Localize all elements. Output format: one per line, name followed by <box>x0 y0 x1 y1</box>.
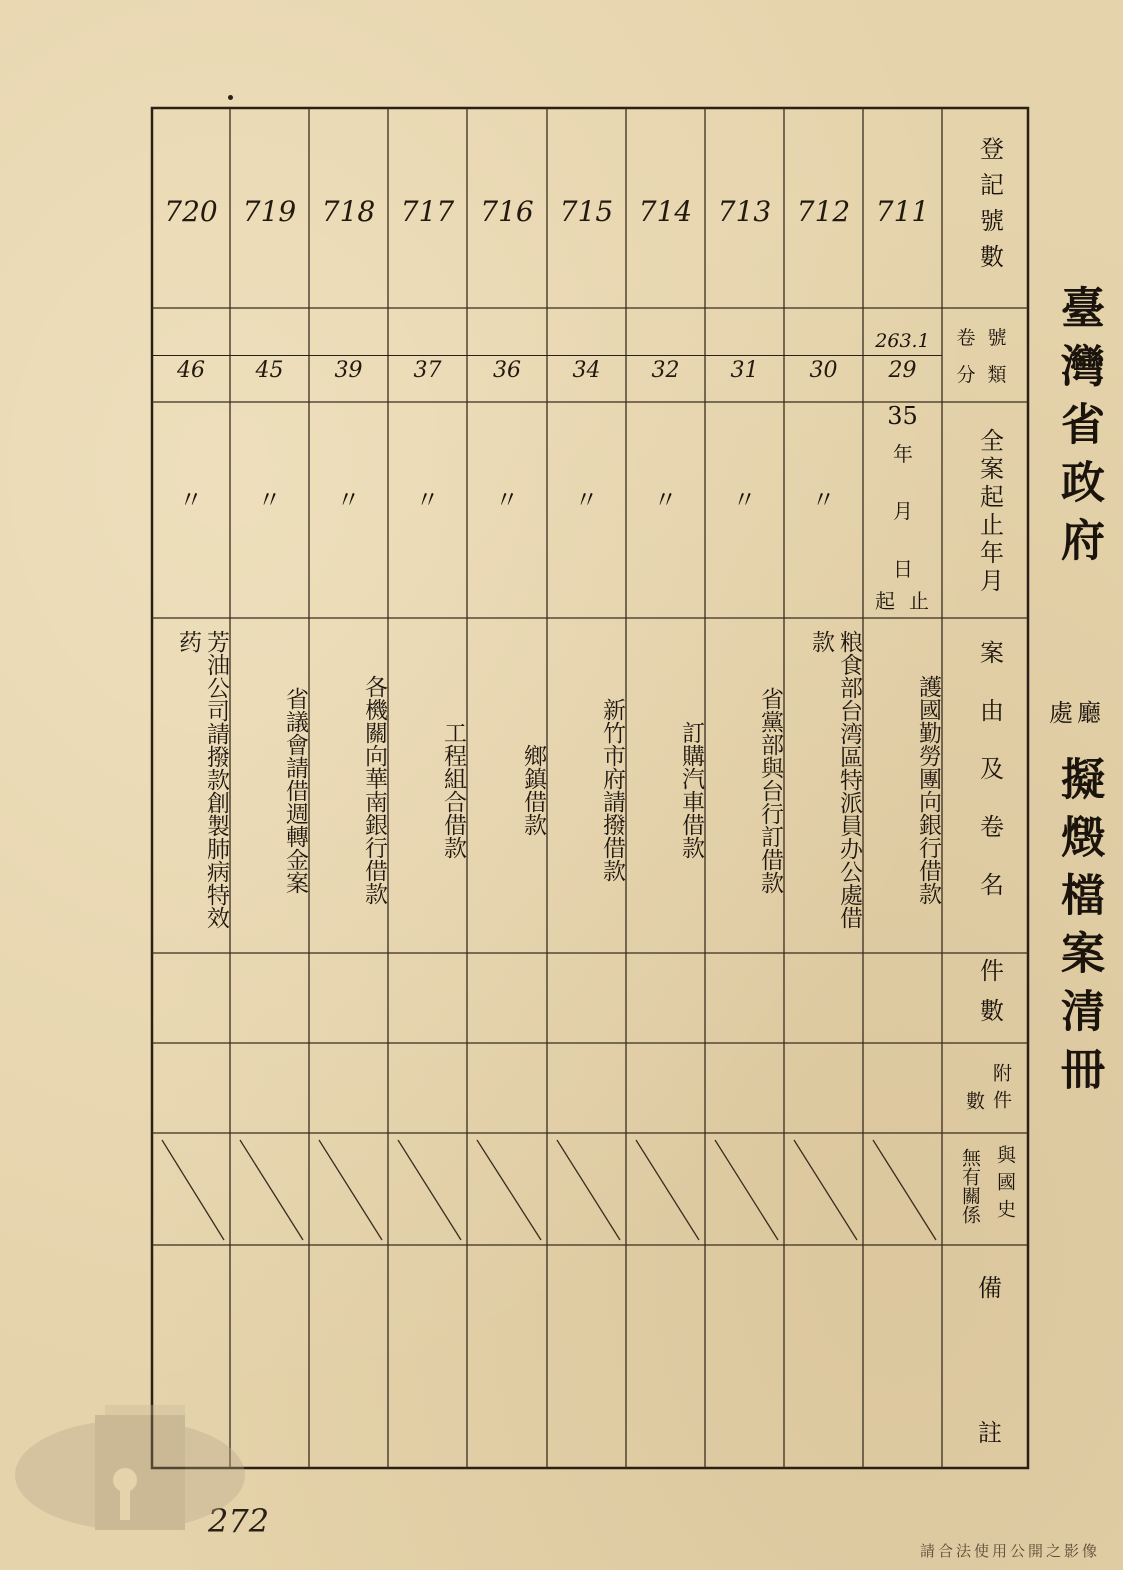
registration-number: 712 <box>796 195 851 228</box>
period-value: 〃 <box>415 486 440 514</box>
slash-mark <box>319 1140 382 1240</box>
slash-mark <box>162 1140 224 1240</box>
bureau-label: 廳 <box>1077 699 1101 727</box>
slash-mark <box>240 1140 303 1240</box>
case-title: 鄉鎮借款 <box>520 744 546 836</box>
slash-mark <box>715 1140 778 1240</box>
volume-number: 34 <box>547 355 626 383</box>
period-value: 〃 <box>574 486 599 514</box>
registration-number: 718 <box>321 195 376 228</box>
header-count: 件數 <box>975 958 1004 1038</box>
header-history-relation: 無有關係 <box>959 1147 981 1224</box>
registration-number: 720 <box>164 195 218 228</box>
case-title: 新竹市府請撥借款 <box>599 698 625 882</box>
volume-number: 32 <box>626 355 705 383</box>
header-attachments-count: 數 <box>963 1090 985 1110</box>
document-title: 臺灣省政府 <box>1053 285 1104 575</box>
volume-number: 45 <box>230 355 309 383</box>
header-history <box>952 1138 1024 1233</box>
usage-notice: 請合法使用公開之影像 <box>920 1542 1101 1560</box>
period-value: 〃 <box>653 486 678 514</box>
slash-mark <box>794 1140 857 1240</box>
slash-mark <box>398 1140 461 1240</box>
date-detail-label: 止 <box>909 589 929 613</box>
date-detail-label: 日 <box>893 557 913 581</box>
classification-code: 263.1 <box>875 330 930 352</box>
registration-number: 716 <box>480 195 534 228</box>
period-value: 〃 <box>732 486 757 514</box>
date-detail-label: 起 <box>875 589 895 613</box>
slash-mark <box>557 1140 620 1240</box>
case-title: 各機關向華南銀行借款 <box>361 675 387 905</box>
volume-number: 37 <box>388 355 467 383</box>
registration-number: 711 <box>875 195 930 228</box>
date-detail-label: 月 <box>893 499 913 523</box>
header-remarks-top: 備 <box>978 1273 1002 1302</box>
case-title: 粮食部台湾區特派員办公處借款 <box>808 630 862 929</box>
slash-mark <box>873 1140 936 1240</box>
period-value: 35 <box>887 402 918 430</box>
page-number: 272 <box>208 1502 270 1540</box>
header-attachments-label: 附件 <box>990 1063 1012 1117</box>
volume-number: 36 <box>467 355 547 383</box>
header-registration-number: 登記號數 <box>975 136 1004 280</box>
registration-number: 719 <box>242 195 297 228</box>
case-title: 訂購汽車借款 <box>678 721 704 859</box>
archive-logo <box>10 1380 250 1550</box>
registration-number: 713 <box>717 195 772 228</box>
volume-number: 31 <box>705 355 784 383</box>
period-value: 〃 <box>811 486 836 514</box>
header-attachments <box>952 1050 1024 1130</box>
period-value: 〃 <box>257 486 282 514</box>
header-period: 全案起止年月 <box>975 428 1004 596</box>
list-title: 擬燬檔案清冊 <box>1053 756 1104 1104</box>
header-classification <box>950 315 1025 395</box>
registration-number: 714 <box>638 195 693 228</box>
slash-mark <box>477 1140 541 1240</box>
registration-number: 717 <box>400 195 455 228</box>
header-case: 案由及卷名 <box>975 640 1004 930</box>
office-label: 處 <box>1049 699 1073 727</box>
case-title: 省議會請借週轉金案 <box>282 686 308 894</box>
case-title: 省黨部與台行訂借款 <box>757 686 783 894</box>
registration-number: 715 <box>559 195 614 228</box>
volume-number: 39 <box>309 355 388 383</box>
period-value: 〃 <box>336 486 361 514</box>
case-title: 護國勤勞團向銀行借款 <box>915 675 941 905</box>
volume-number: 29 <box>863 355 942 383</box>
period-value: 〃 <box>179 486 203 514</box>
header-history-label: 與國史 <box>994 1145 1016 1226</box>
case-title: 芳油公司請撥款創製肺病特效药 <box>175 630 229 929</box>
volume-number: 46 <box>152 355 230 383</box>
slash-mark <box>636 1140 699 1240</box>
header-category: 分類 <box>956 364 1019 386</box>
case-title: 工程組合借款 <box>440 721 466 859</box>
period-value: 〃 <box>495 486 519 514</box>
header-remarks-bottom: 註 <box>978 1418 1002 1447</box>
date-detail-label: 年 <box>893 442 913 466</box>
header-volume-number: 卷號 <box>956 327 1019 349</box>
department-labels <box>1045 693 1105 728</box>
volume-number: 30 <box>784 355 863 383</box>
